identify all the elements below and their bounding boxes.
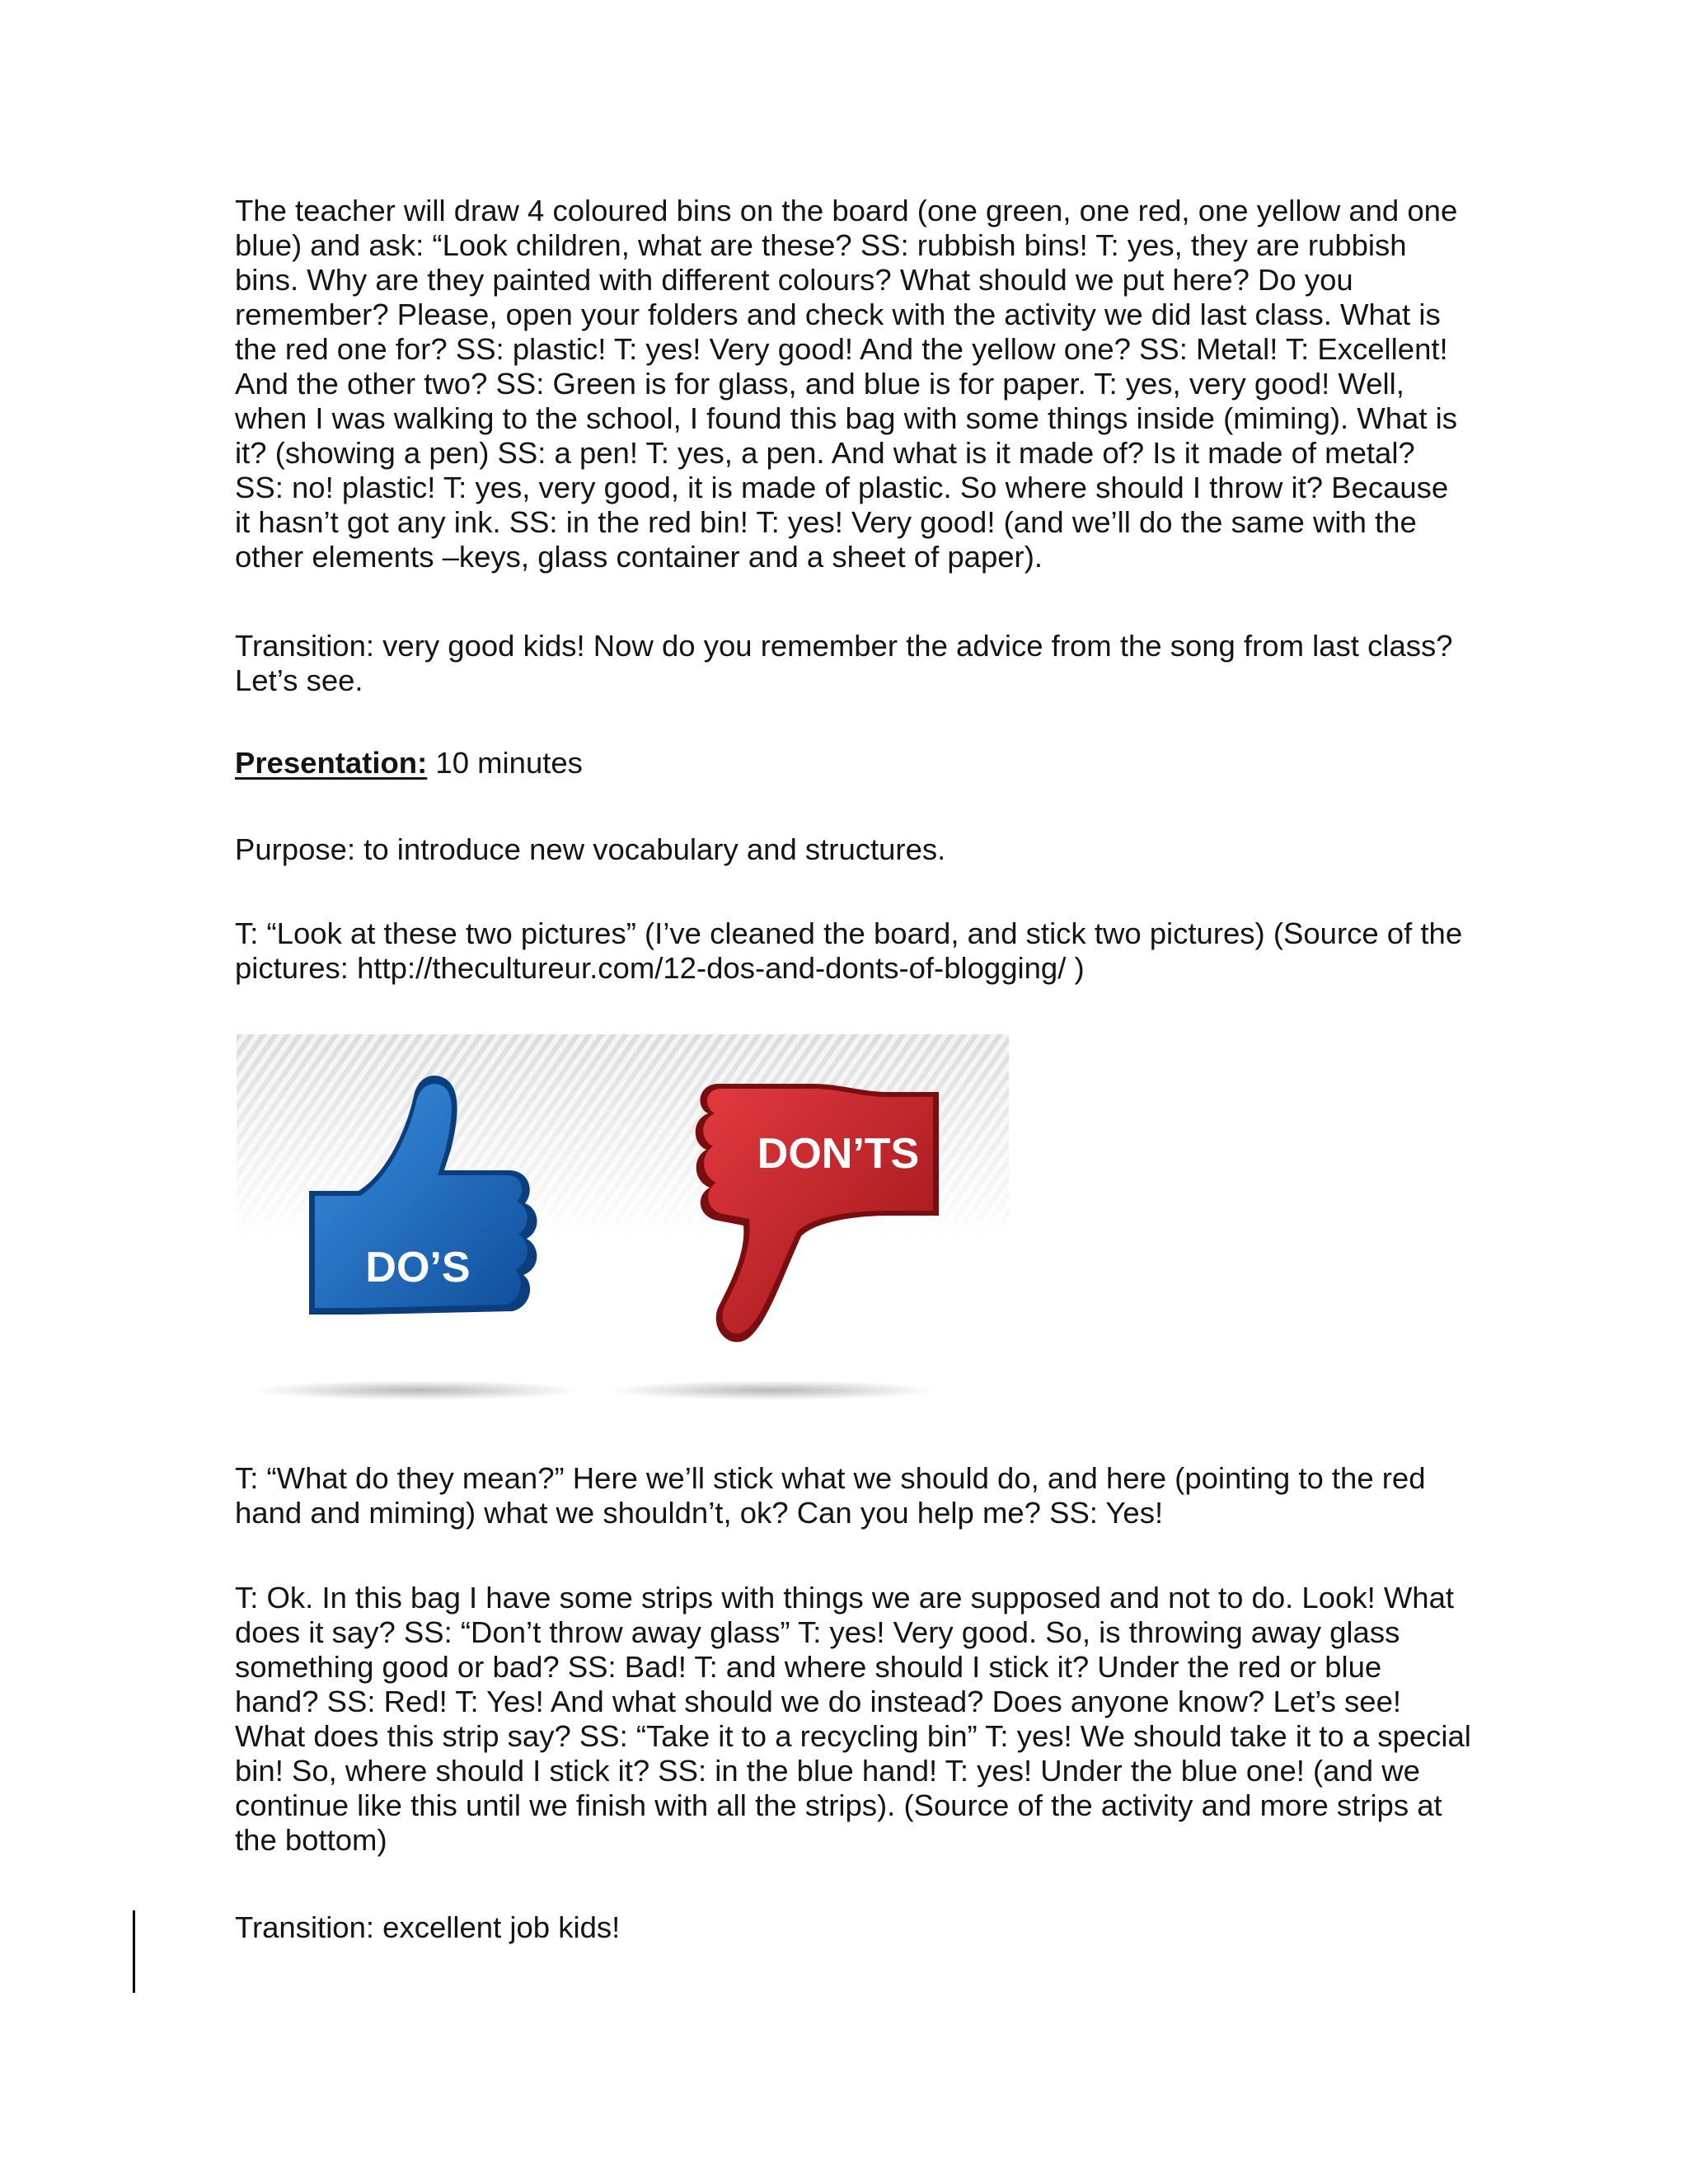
revision-bar	[133, 1910, 135, 1993]
paragraph-meaning-question: T: “What do they mean?” Here we’ll stick what we should do, and here (pointing to the red hand and miming) what we shouldn’t, ok? Can you help me? SS: Yes!	[235, 1461, 1426, 1530]
dos-donts-image	[237, 1034, 1009, 1409]
presentation-duration: 10 minutes	[427, 746, 583, 780]
paragraph-bins-activity: The teacher will draw 4 coloured bins on the board (one green, one red, one yellow and one blue) and ask: “Look children, what are these? SS: rubbish bins! T: yes, they are rubbish bins. Why are they painted with different colours? What should we put here? Do you remember? Please, open your folders and check with the activity we did last class. What is the red one for? SS: plastic! T: yes! Very good! And the yellow one? SS: Metal! T: Excellent! And the other two? SS: Green is for glass, and blue is for paper. T: yes, very good! Well, when I was walking to the school, I found this bag with some things inside (miming). What is it? (showing a pen) SS: a pen! T: yes, a pen. And what is it made of? Is it made of metal? SS: no! plastic! T: yes, very good, it is made of plastic. So where should I throw it? Because it hasn’t got any ink. SS: in the red bin! T: yes! Very good! (and we’ll do the same with the other elements –keys, glass container and a sheet of paper).	[235, 194, 1458, 574]
paragraph-transition-end: Transition: excellent job kids!	[235, 1910, 621, 1944]
dos-label: DO’S	[365, 1244, 471, 1291]
paragraph-pictures-source: T: “Look at these two pictures” (I’ve cleaned the board, and stick two pictures) (Source of the pictures: http://thecultureur.com/12-dos-and-donts-of-blogging/ )	[235, 916, 1463, 985]
paragraph-transition-song: Transition: very good kids! Now do you remember the advice from the song from last class? Let’s see.	[235, 629, 1453, 697]
presentation-heading: Presentation:	[235, 746, 428, 780]
presentation-line	[235, 746, 1471, 780]
donts-label: DON’TS	[757, 1130, 920, 1178]
paragraph-purpose: Purpose: to introduce new vocabulary and structures.	[235, 832, 946, 866]
paragraph-strips-activity: T: Ok. In this bag I have some strips with things we are supposed and not to do. Look! What does it say? SS: “Don’t throw away glass” T: yes! Very good. So, is throwing away glass something good or bad? SS: Bad! T: and where should I stick it? Under the red or blue hand? SS: Red! T: Yes! And what should we do instead? Does anyone know? Let’s see! What does this strip say? SS: “Take it to a recycling bin” T: yes! We should take it to a special bin! So, where should I stick it? SS: in the blue hand! T: yes! Under the blue one! (and we continue like this until we finish with all the strips). (Source of the activity and more strips at the bottom)	[235, 1581, 1471, 1857]
